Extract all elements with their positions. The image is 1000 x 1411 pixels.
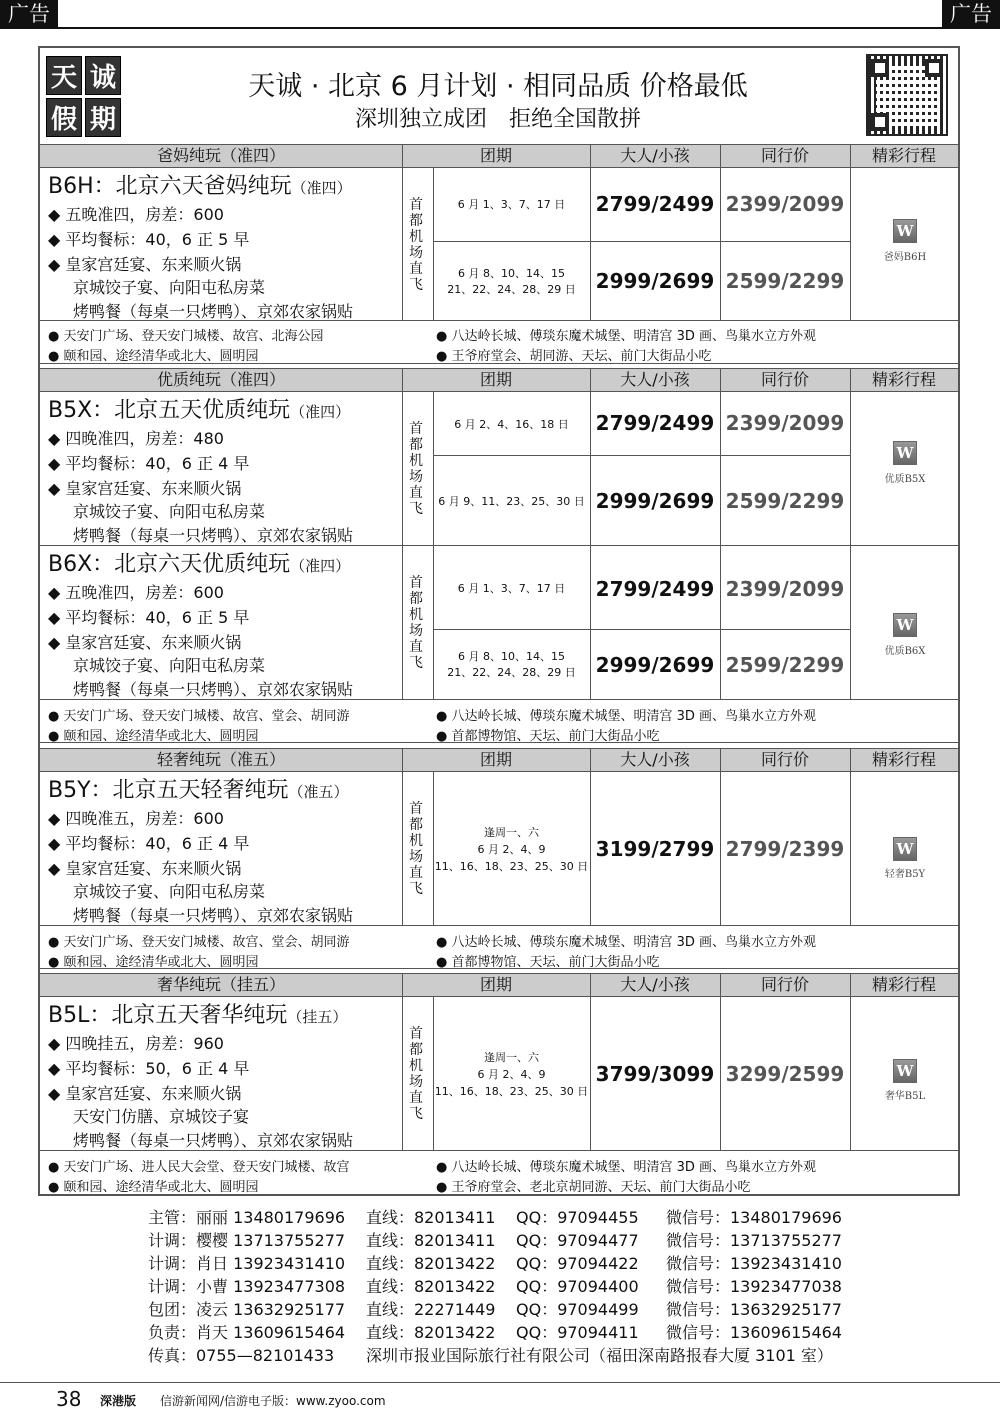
peer-price: 2599/2299 [725,489,845,513]
col-itinerary: 精彩行程 [871,146,936,165]
dates: 21、22、24、28、29 日 [447,283,576,296]
airport-label: 首都机场直飞 [409,575,423,671]
peer-price: 2399/2099 [725,411,845,435]
airport-label: 首都机场直飞 [409,1026,423,1122]
ad-title: 天诚 · 北京 6 月计划 · 相同品质 价格最低 [248,71,748,102]
dates: 6 月 1、3、7、17 日 [457,582,566,595]
product-line: ◆ 皇家宫廷宴、东来顺火锅 [48,255,242,274]
logo-char: 诚 [85,56,121,95]
product-line: 烤鸭餐（每桌一只烤鸭）、京郊农家锅贴 [73,526,354,545]
spot-line: ● 八达岭长城、傅琰东魔术城堡、明清宫 3D 画、鸟巢水立方外观 [436,935,817,950]
site-link[interactable]: 信游新闻网/信游电子版：www.zyoo.com [160,1394,386,1408]
product-line: ◆ 平均餐标：40，6 正 4 早 [48,834,250,853]
itinerary-link[interactable]: 优质B6X [884,646,926,657]
section-header [40,144,958,168]
product-line: ◆ 四晚准四，房差：480 [48,429,224,448]
product-line: ◆ 皇家宫廷宴、东来顺火锅 [48,1084,242,1103]
logo-char: 假 [46,98,82,137]
page-footer [0,1382,1000,1409]
product-line: ◆ 平均餐标：40，6 正 5 早 [48,608,250,627]
spot-line: ● 天安门广场、登天安门城楼、故宫、堂会、胡同游 [48,935,350,950]
product-line: ◆ 四晚挂五，房差：960 [48,1034,224,1053]
spot-line: ● 王爷府堂会、老北京胡同游、天坛、前门大街品小吃 [436,1180,751,1195]
spots-row [40,926,958,969]
product-line: ◆ 皇家宫廷宴、东来顺火锅 [48,479,242,498]
itinerary-w-icon[interactable]: W [893,837,917,861]
dates: 6 月 8、10、14、15 [458,650,565,663]
itinerary-w-icon[interactable]: W [893,613,917,637]
spots-row [40,1151,958,1193]
col-price: 大人/小孩 [590,974,721,996]
peer-price: 2799/2399 [725,837,845,861]
itinerary-w-icon[interactable]: W [893,1059,917,1083]
col-price: 大人/小孩 [590,369,721,391]
spot-line: ● 颐和园、途经清华或北大、圆明园 [48,349,259,364]
peer-price: 2399/2099 [725,192,845,216]
product-line: 京城饺子宴、向阳屯私房菜 [73,656,266,675]
itinerary-w-icon[interactable]: W [893,441,917,465]
product-line: ◆ 四晚准五，房差：600 [48,809,224,828]
dates: 逢周一、六 [484,826,539,839]
col-peer-price: 同行价 [720,369,851,391]
spot-line: ● 颐和园、途经清华或北大、圆明园 [48,1180,259,1195]
spot-line: ● 天安门广场、登天安门城楼、故宫、堂会、胡同游 [48,709,350,724]
edition: 深港版 [100,1394,137,1408]
product-line: ◆ 平均餐标：40，6 正 4 早 [48,454,250,473]
product-b5l [40,996,958,1151]
peer-price: 2599/2299 [725,269,845,293]
product-title: B6H：北京六天爸妈纯玩（准四） [48,174,352,199]
page-number: 38 [56,1387,82,1411]
section-name: 优质纯玩（准四） [40,369,403,391]
company: 深圳市报业国际旅行社有限公司（福田深南路报春大厦 3101 室） [366,1346,833,1365]
product-info [40,167,403,320]
product-line: ◆ 五晚准四，房差：600 [48,205,224,224]
dates: 6 月 2、4、16、18 日 [454,418,569,431]
logo-char: 期 [85,98,121,137]
ad-tag-right: 广告 [942,0,1000,28]
adult-child-price: 3799/3099 [595,1062,715,1086]
adult-child-price: 3199/2799 [595,837,715,861]
col-itinerary: 精彩行程 [871,975,936,994]
product-line: 京城饺子宴、向阳屯私房菜 [73,502,266,521]
dates: 21、22、24、28、29 日 [447,666,576,679]
product-line: 烤鸭餐（每桌一只烤鸭）、京郊农家锅贴 [73,906,354,925]
spot-line: ● 天安门广场、进人民大会堂、登天安门城楼、故宫 [48,1160,350,1175]
product-info [40,545,403,699]
section-name: 轻奢纯玩（准五） [40,749,403,771]
airport-label: 首都机场直飞 [409,421,423,517]
product-line: 烤鸭餐（每桌一只烤鸭）、京郊农家锅贴 [73,680,354,699]
product-line: ◆ 平均餐标：40，6 正 5 早 [48,230,250,249]
dates: 6 月 9、11、23、25、30 日 [438,495,585,508]
section-name: 奢华纯玩（挂五） [40,974,403,996]
product-line: 京城饺子宴、向阳屯私房菜 [73,882,266,901]
dates: 逢周一、六 [484,1051,539,1064]
product-line: ◆ 五晚准四，房差：600 [48,583,224,602]
product-line: 京城饺子宴、向阳屯私房菜 [73,278,266,297]
product-info [40,391,403,545]
adult-child-price: 2799/2499 [595,192,715,216]
adult-child-price: 2999/2699 [595,653,715,677]
airport-label: 首都机场直飞 [409,197,423,293]
ad-subtitle: 深圳独立成团 拒绝全国散拼 [354,107,641,132]
dates: 11、16、18、23、25、30 日 [434,860,589,873]
product-line: ◆ 皇家宫廷宴、东来顺火锅 [48,859,242,878]
dates: 6 月 2、4、9 [477,1068,546,1081]
col-peer-price: 同行价 [720,749,851,771]
spot-line: ● 颐和园、途经清华或北大、圆明园 [48,955,259,970]
itinerary-link[interactable]: 轻奢B5Y [884,869,926,880]
col-price: 大人/小孩 [590,145,721,167]
product-line: ◆ 平均餐标：50，6 正 4 早 [48,1059,250,1078]
section-header [40,748,958,772]
product-line: 烤鸭餐（每桌一只烤鸭）、京郊农家锅贴 [73,302,354,321]
col-price: 大人/小孩 [590,749,721,771]
product-b5x [40,391,958,546]
spot-line: ● 天安门广场、登天安门城楼、故宫、北海公园 [48,329,324,344]
col-itinerary: 精彩行程 [871,750,936,769]
spot-line: ● 八达岭长城、傅琰东魔术城堡、明清宫 3D 画、鸟巢水立方外观 [436,709,817,724]
product-line: ◆ 皇家宫廷宴、东来顺火锅 [48,633,242,652]
top-rule [0,27,1000,29]
itinerary-link[interactable]: 奢华B5L [884,1091,926,1102]
spot-line: ● 首都博物馆、天坛、前门大街品小吃 [436,729,660,744]
spot-line: ● 八达岭长城、傅琰东魔术城堡、明清宫 3D 画、鸟巢水立方外观 [436,1160,817,1175]
col-dates: 团期 [402,749,591,771]
adult-child-price: 2799/2499 [595,577,715,601]
product-line: 烤鸭餐（每桌一只烤鸭）、京郊农家锅贴 [73,1131,354,1150]
ad-header [38,46,960,142]
adult-child-price: 2799/2499 [595,411,715,435]
col-dates: 团期 [402,974,591,996]
spot-line: ● 颐和园、途经清华或北大、圆明园 [48,729,259,744]
product-title: B6X：北京六天优质纯玩（准四） [48,552,351,577]
product-line: 天安门仿膳、京城饺子宴 [73,1107,250,1126]
itinerary-link[interactable]: 爸妈B6H [883,252,927,263]
dates: 6 月 8、10、14、15 [458,267,565,280]
spots-row [40,700,958,743]
col-itinerary: 精彩行程 [871,370,936,389]
peer-price: 3299/2599 [725,1062,845,1086]
product-b5y [40,771,958,926]
dates: 6 月 2、4、9 [477,843,546,856]
peer-price: 2599/2299 [725,653,845,677]
col-peer-price: 同行价 [720,145,851,167]
col-dates: 团期 [402,145,591,167]
peer-price: 2399/2099 [725,577,845,601]
section-name: 爸妈纯玩（准四） [40,145,403,167]
dates: 6 月 1、3、7、17 日 [457,198,566,211]
ad-tag-left: 广告 [0,0,58,28]
col-peer-price: 同行价 [720,974,851,996]
section-header [40,973,958,997]
logo-char: 天 [46,56,82,95]
airport-label: 首都机场直飞 [409,801,423,897]
itinerary-w-icon[interactable]: W [893,219,917,243]
col-dates: 团期 [402,369,591,391]
dates: 11、16、18、23、25、30 日 [434,1085,589,1098]
product-b6h [40,167,958,321]
spot-line: ● 首都博物馆、天坛、前门大街品小吃 [436,955,660,970]
spot-line: ● 八达岭长城、傅琰东魔术城堡、明清宫 3D 画、鸟巢水立方外观 [436,329,817,344]
product-b6x [40,545,958,700]
brand-logo [46,56,121,135]
spots-row [40,321,958,364]
fax: 传真：0755—82101433 [148,1346,335,1365]
adult-child-price: 2999/2699 [595,489,715,513]
product-info [40,771,403,925]
product-info [40,996,403,1150]
product-title: B5L：北京五天奢华纯玩（挂五） [48,1003,348,1028]
adult-child-price: 2999/2699 [595,269,715,293]
product-title: B5Y：北京五天轻奢纯玩（准五） [48,778,349,803]
section-header [40,368,958,392]
itinerary-link[interactable]: 优质B5X [884,474,926,485]
product-title: B5X：北京五天优质纯玩（准四） [48,398,351,423]
spot-line: ● 王爷府堂会、胡同游、天坛、前门大街品小吃 [436,349,712,364]
qr-code-icon[interactable] [866,54,948,136]
